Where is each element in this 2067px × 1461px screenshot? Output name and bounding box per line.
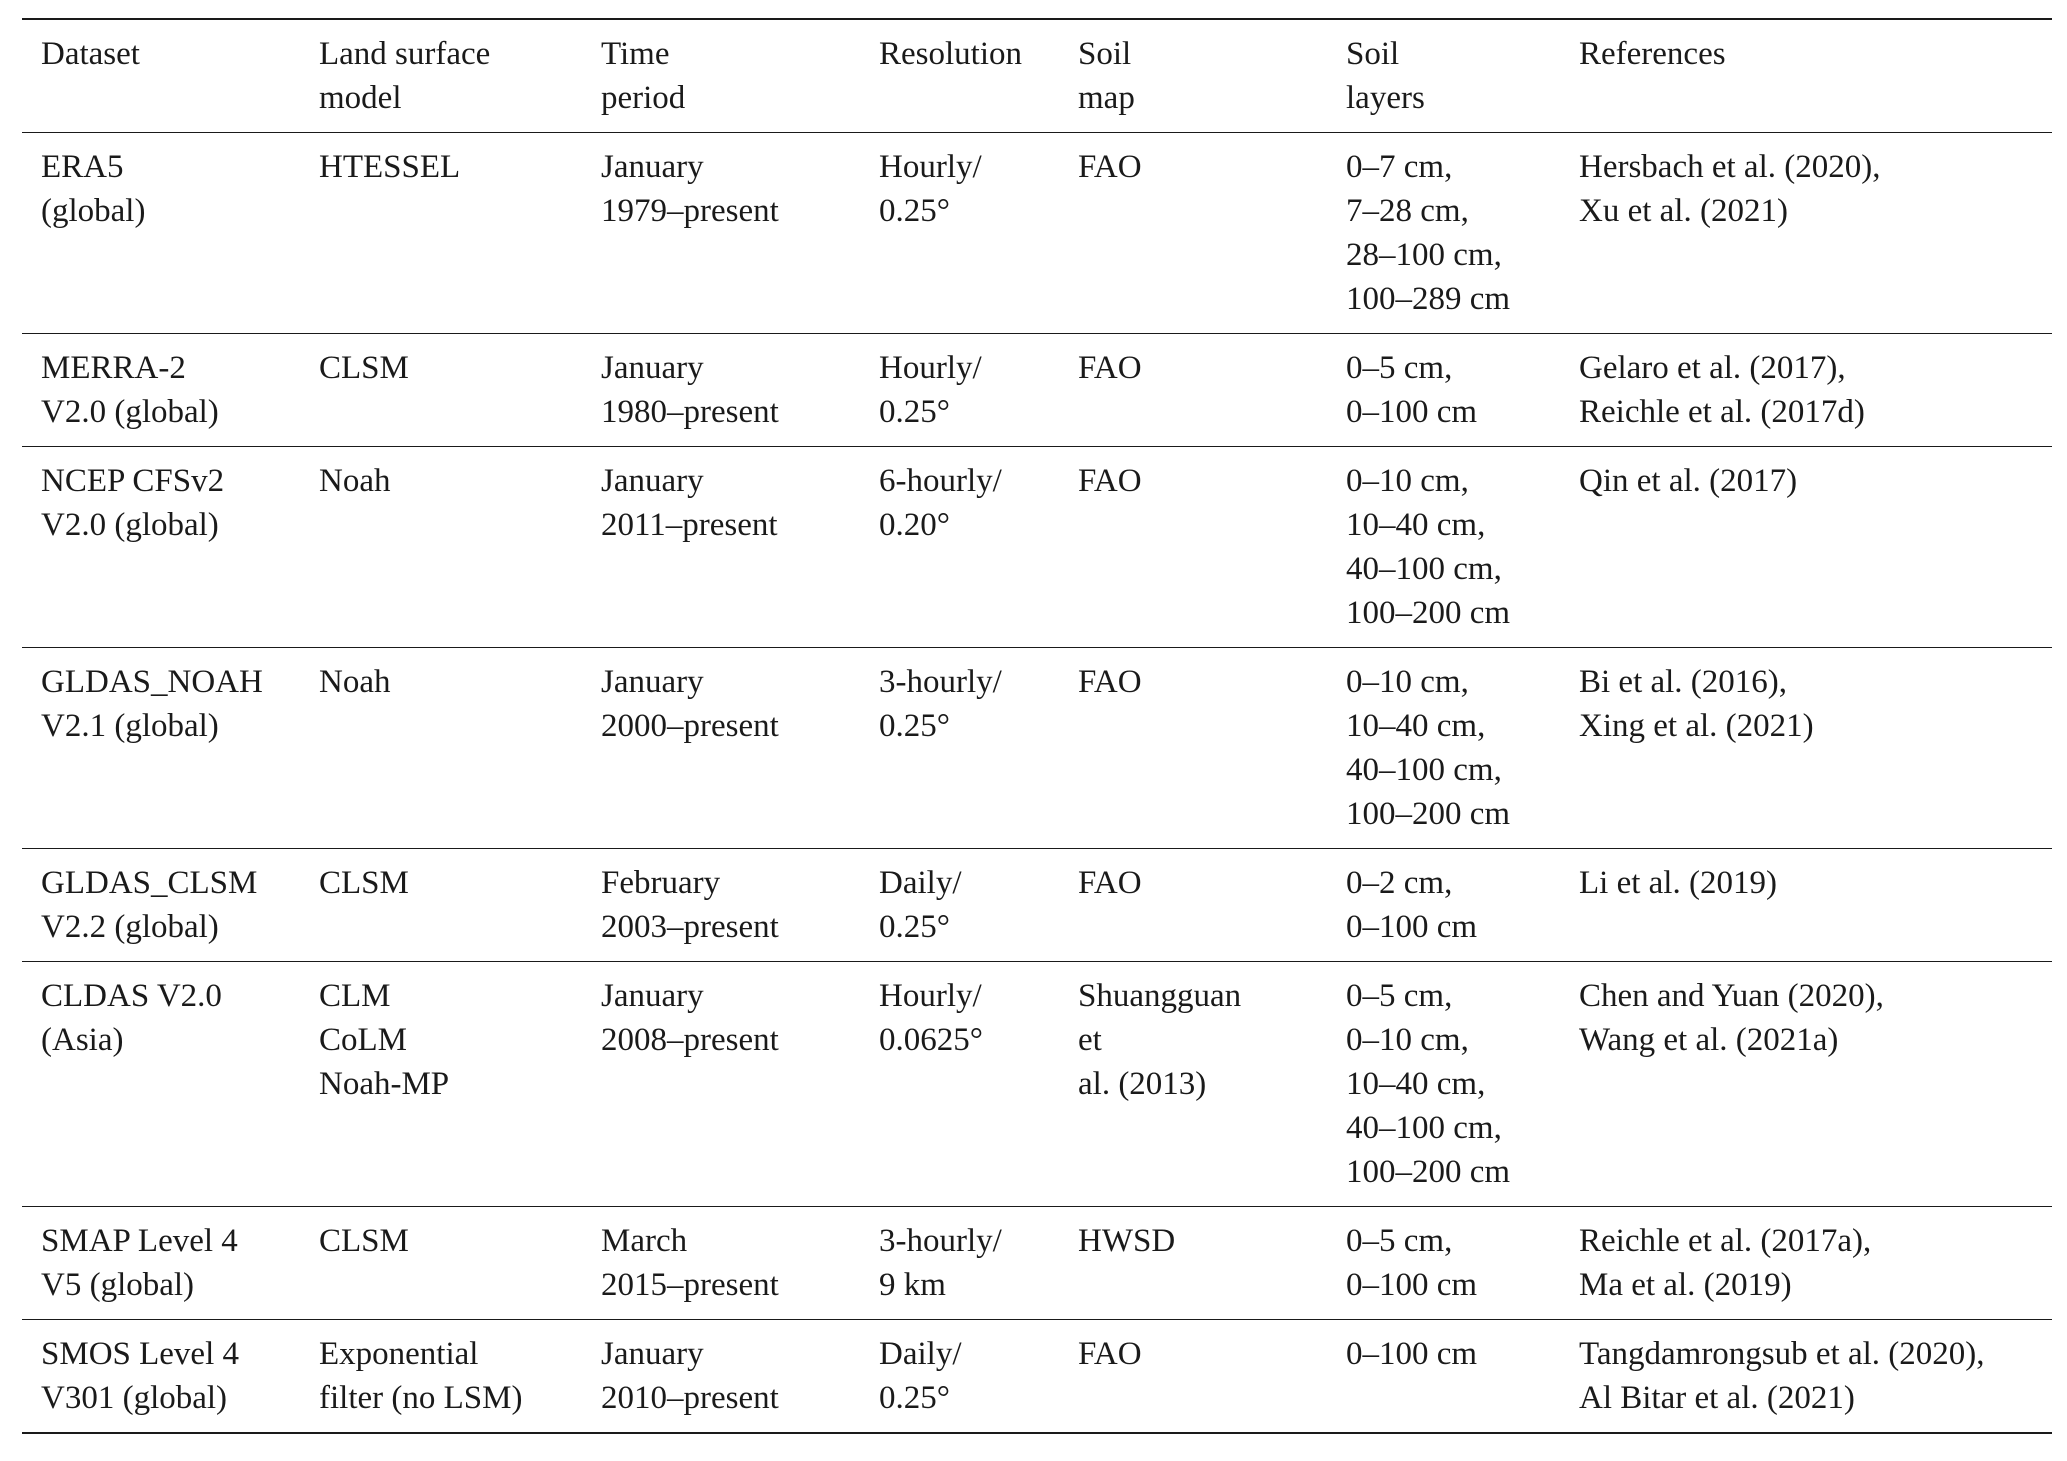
header-text: Time [601, 36, 670, 72]
cell-text: 100–200 cm [1346, 796, 1511, 832]
cell-text: SMAP Level 4 [41, 1223, 238, 1259]
cell-text: CLDAS V2.0 [41, 978, 222, 1014]
cell-references [1560, 1207, 2052, 1320]
cell-text: 0.25° [879, 394, 950, 430]
cell-soil-layers [1327, 1320, 1560, 1434]
cell-text: Noah [319, 664, 391, 700]
cell-land-surface-model [300, 1207, 582, 1320]
cell-soil-map [1059, 849, 1327, 962]
cell-references [1560, 849, 2052, 962]
cell-text: 0–5 cm, [1346, 1223, 1453, 1259]
dataset-table-container [22, 18, 2052, 1434]
cell-text: Ma et al. (2019) [1579, 1267, 1792, 1303]
cell-text: Daily/ [879, 865, 962, 901]
cell-text: 0.25° [879, 1380, 950, 1416]
header-text: layers [1346, 80, 1425, 116]
cell-soil-map [1059, 133, 1327, 334]
cell-text: 9 km [879, 1267, 946, 1303]
cell-text: Hourly/ [879, 350, 982, 386]
cell-text: FAO [1078, 1336, 1142, 1372]
cell-text: Qin et al. (2017) [1579, 463, 1798, 499]
cell-references [1560, 334, 2052, 447]
cell-text: Reichle et al. (2017a), [1579, 1223, 1872, 1259]
header-row [22, 19, 2052, 133]
cell-text: 40–100 cm, [1346, 752, 1502, 788]
cell-text: 3-hourly/ [879, 664, 1002, 700]
cell-dataset [22, 849, 300, 962]
cell-text: al. (2013) [1078, 1066, 1207, 1102]
cell-dataset [22, 1320, 300, 1434]
header-text: Soil [1078, 36, 1132, 72]
cell-text: 2000–present [601, 708, 779, 744]
cell-text: Exponential [319, 1336, 479, 1372]
column-header-time-period [582, 19, 860, 133]
cell-land-surface-model [300, 1320, 582, 1434]
cell-land-surface-model [300, 648, 582, 849]
cell-resolution [860, 1320, 1059, 1434]
cell-text: 0–5 cm, [1346, 978, 1453, 1014]
cell-time-period [582, 1207, 860, 1320]
header-text: Resolution [879, 36, 1023, 72]
cell-text: Xing et al. (2021) [1579, 708, 1814, 744]
cell-text: V2.1 (global) [41, 708, 219, 744]
cell-text: (Asia) [41, 1022, 124, 1058]
cell-text: Gelaro et al. (2017), [1579, 350, 1846, 386]
cell-text: 0–10 cm, [1346, 664, 1469, 700]
cell-soil-layers [1327, 849, 1560, 962]
cell-text: V2.0 (global) [41, 507, 219, 543]
cell-text: Bi et al. (2016), [1579, 664, 1788, 700]
cell-text: 10–40 cm, [1346, 708, 1486, 744]
cell-text: 2010–present [601, 1380, 779, 1416]
cell-time-period [582, 447, 860, 648]
cell-text: HWSD [1078, 1223, 1176, 1259]
cell-text: CLSM [319, 1223, 409, 1259]
cell-text: V2.2 (global) [41, 909, 219, 945]
cell-resolution [860, 334, 1059, 447]
cell-text: 6-hourly/ [879, 463, 1002, 499]
cell-text: V5 (global) [41, 1267, 195, 1303]
cell-soil-map [1059, 334, 1327, 447]
cell-soil-map [1059, 447, 1327, 648]
cell-time-period [582, 133, 860, 334]
cell-text: FAO [1078, 149, 1142, 185]
cell-soil-layers [1327, 334, 1560, 447]
header-text: model [319, 80, 402, 116]
cell-text: CLM [319, 978, 391, 1014]
cell-text: Noah-MP [319, 1066, 450, 1102]
table-row [22, 1207, 2052, 1320]
cell-text: 2008–present [601, 1022, 779, 1058]
header-text: References [1579, 36, 1726, 72]
column-header-references [1560, 19, 2052, 133]
cell-text: 0.25° [879, 193, 950, 229]
table-row [22, 648, 2052, 849]
cell-time-period [582, 334, 860, 447]
cell-text: (global) [41, 193, 146, 229]
cell-text: January [601, 463, 704, 499]
cell-text: January [601, 1336, 704, 1372]
cell-references [1560, 962, 2052, 1207]
cell-text: 40–100 cm, [1346, 1110, 1502, 1146]
cell-text: 100–200 cm [1346, 1154, 1511, 1190]
soil-moisture-datasets-table [22, 18, 2052, 1434]
cell-text: HTESSEL [319, 149, 461, 185]
header-text: period [601, 80, 686, 116]
cell-land-surface-model [300, 447, 582, 648]
cell-text: Chen and Yuan (2020), [1579, 978, 1884, 1014]
cell-text: 3-hourly/ [879, 1223, 1002, 1259]
cell-text: Al Bitar et al. (2021) [1579, 1380, 1855, 1416]
cell-land-surface-model [300, 962, 582, 1207]
cell-soil-layers [1327, 648, 1560, 849]
cell-text: Daily/ [879, 1336, 962, 1372]
cell-text: 1980–present [601, 394, 779, 430]
column-header-land-surface-model [300, 19, 582, 133]
cell-text: 2003–present [601, 909, 779, 945]
cell-text: 0–100 cm [1346, 394, 1478, 430]
cell-references [1560, 133, 2052, 334]
cell-land-surface-model [300, 133, 582, 334]
cell-text: SMOS Level 4 [41, 1336, 239, 1372]
cell-text: 0–7 cm, [1346, 149, 1453, 185]
cell-text: Wang et al. (2021a) [1579, 1022, 1839, 1058]
table-row [22, 849, 2052, 962]
cell-text: Hourly/ [879, 978, 982, 1014]
cell-references [1560, 447, 2052, 648]
cell-resolution [860, 447, 1059, 648]
cell-text: GLDAS_NOAH [41, 664, 263, 700]
cell-soil-map [1059, 1207, 1327, 1320]
cell-text: March [601, 1223, 688, 1259]
cell-text: 0.25° [879, 909, 950, 945]
cell-dataset [22, 447, 300, 648]
cell-soil-layers [1327, 962, 1560, 1207]
cell-resolution [860, 849, 1059, 962]
cell-land-surface-model [300, 334, 582, 447]
cell-text: Hourly/ [879, 149, 982, 185]
cell-text: 40–100 cm, [1346, 551, 1502, 587]
cell-text: Li et al. (2019) [1579, 865, 1777, 901]
cell-soil-layers [1327, 133, 1560, 334]
cell-dataset [22, 1207, 300, 1320]
cell-soil-map [1059, 1320, 1327, 1434]
cell-time-period [582, 648, 860, 849]
cell-text: 0.0625° [879, 1022, 983, 1058]
cell-text: MERRA-2 [41, 350, 186, 386]
table-row [22, 334, 2052, 447]
cell-text: FAO [1078, 664, 1142, 700]
cell-soil-layers [1327, 1207, 1560, 1320]
cell-dataset [22, 334, 300, 447]
cell-soil-map [1059, 962, 1327, 1207]
cell-dataset [22, 133, 300, 334]
column-header-resolution [860, 19, 1059, 133]
cell-text: 0–100 cm [1346, 1267, 1478, 1303]
cell-text: 0–5 cm, [1346, 350, 1453, 386]
cell-text: CLSM [319, 865, 409, 901]
cell-text: February [601, 865, 721, 901]
cell-text: 0.20° [879, 507, 950, 543]
cell-text: CoLM [319, 1022, 408, 1058]
cell-dataset [22, 962, 300, 1207]
table-row [22, 447, 2052, 648]
cell-references [1560, 648, 2052, 849]
column-header-soil-layers [1327, 19, 1560, 133]
cell-resolution [860, 648, 1059, 849]
cell-text: FAO [1078, 865, 1142, 901]
cell-text: January [601, 664, 704, 700]
cell-text: January [601, 149, 704, 185]
cell-text: GLDAS_CLSM [41, 865, 258, 901]
cell-text: 1979–present [601, 193, 779, 229]
cell-resolution [860, 962, 1059, 1207]
cell-text: Hersbach et al. (2020), [1579, 149, 1881, 185]
cell-text: ERA5 [41, 149, 124, 185]
cell-time-period [582, 849, 860, 962]
cell-time-period [582, 962, 860, 1207]
cell-text: FAO [1078, 463, 1142, 499]
cell-text: Tangdamrongsub et al. (2020), [1579, 1336, 1985, 1372]
cell-text: V2.0 (global) [41, 394, 219, 430]
cell-text: 2011–present [601, 507, 778, 543]
cell-text: 100–289 cm [1346, 281, 1511, 317]
cell-text: January [601, 350, 704, 386]
cell-soil-map [1059, 648, 1327, 849]
cell-text: 0–10 cm, [1346, 463, 1469, 499]
cell-text: 100–200 cm [1346, 595, 1511, 631]
cell-text: V301 (global) [41, 1380, 228, 1416]
cell-references [1560, 1320, 2052, 1434]
cell-text: Shuangguan [1078, 978, 1242, 1014]
cell-text: 0.25° [879, 708, 950, 744]
cell-text: filter (no LSM) [319, 1380, 523, 1416]
cell-text: 0–10 cm, [1346, 1022, 1469, 1058]
cell-text: NCEP CFSv2 [41, 463, 225, 499]
cell-text: Reichle et al. (2017d) [1579, 394, 1865, 430]
cell-text: 10–40 cm, [1346, 1066, 1486, 1102]
cell-soil-layers [1327, 447, 1560, 648]
cell-resolution [860, 1207, 1059, 1320]
cell-text: 0–100 cm [1346, 1336, 1478, 1372]
cell-text: CLSM [319, 350, 409, 386]
cell-dataset [22, 648, 300, 849]
header-text: map [1078, 80, 1135, 116]
header-text: Soil [1346, 36, 1400, 72]
table-header [22, 19, 2052, 133]
cell-text: January [601, 978, 704, 1014]
cell-text: 0–100 cm [1346, 909, 1478, 945]
cell-resolution [860, 133, 1059, 334]
cell-text: 0–2 cm, [1346, 865, 1453, 901]
cell-land-surface-model [300, 849, 582, 962]
column-header-soil-map [1059, 19, 1327, 133]
cell-text: 28–100 cm, [1346, 237, 1502, 273]
table-row [22, 962, 2052, 1207]
header-text: Dataset [41, 36, 140, 72]
table-row [22, 133, 2052, 334]
cell-text: FAO [1078, 350, 1142, 386]
cell-text: 2015–present [601, 1267, 779, 1303]
table-row [22, 1320, 2052, 1434]
cell-text: et [1078, 1022, 1102, 1058]
cell-text: Xu et al. (2021) [1579, 193, 1788, 229]
cell-text: Noah [319, 463, 391, 499]
table-body [22, 133, 2052, 1434]
header-text: Land surface [319, 36, 491, 72]
column-header-dataset [22, 19, 300, 133]
cell-text: 10–40 cm, [1346, 507, 1486, 543]
cell-time-period [582, 1320, 860, 1434]
cell-text: 7–28 cm, [1346, 193, 1469, 229]
